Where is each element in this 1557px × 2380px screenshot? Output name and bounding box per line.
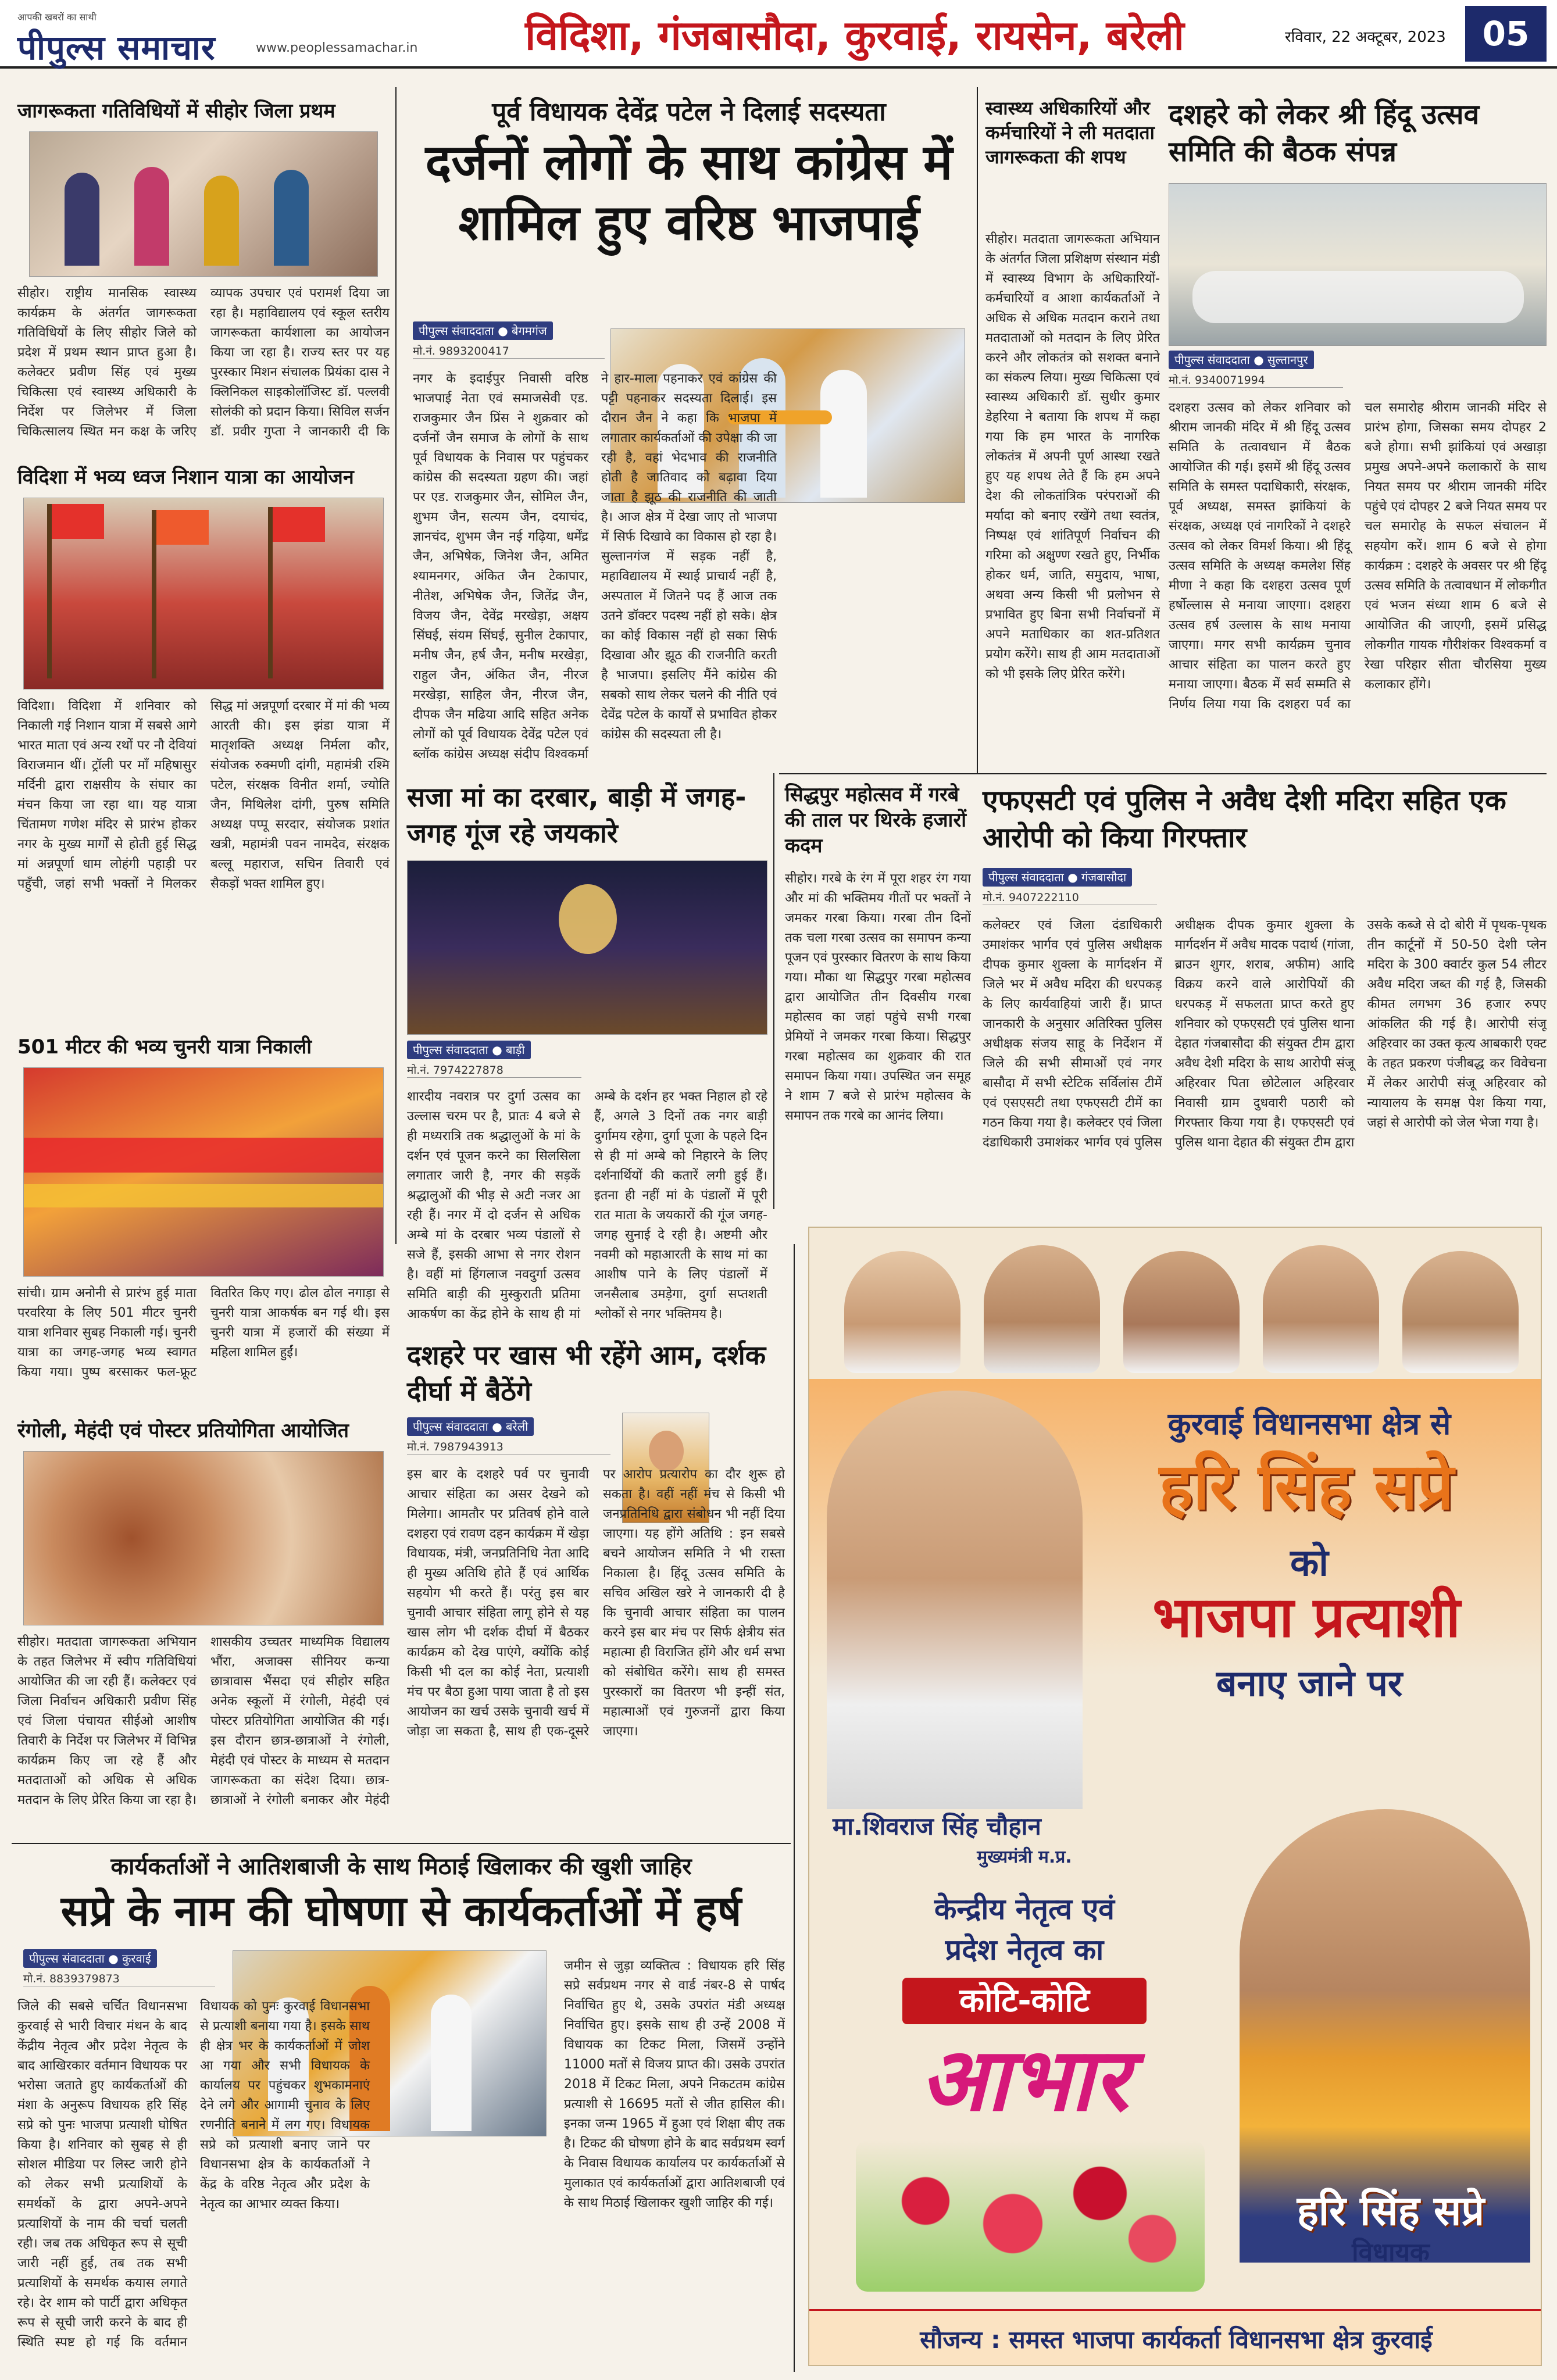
photo-mehndi-hands: [23, 1451, 384, 1625]
photo-award-ceremony: [29, 131, 378, 277]
story-body: शारदीय नवरात्र पर दुर्गा उत्सव का उल्लास चरम पर है, प्रातः 4 बजे से ही मध्यरात्रि तक श्रद्धालुओं के मां के दर्शन एवं पूजन करने का सिलसिला लगातार जारी है, नगर की सड़कें श्रद्धालुओं की भीड़ से अटी नजर आ रही हैं। नगर में दो दर्जन से अधिक अम्बे मां के दरबार भव्य पंडालों से सजे हैं, इसकी आभा से नगर रोशन है। वहीं मां हिंगलाज नवदुर्गा उत्सव समिति बाड़ी की मुस्कुराती प्रतिमा आकर्षण का केंद्र होने के साथ ही मां अम्बे के दर्शन हर भक्त निहाल हो रहे हैं, अगले 3 दिनों तक नगर बाड़ी दुर्गामय रहेगा, दुर्गा पूजा के पहले दिन से ही मां अम्बे को निहारने के लिए दर्शनार्थियों की कतारें लगी हुई हैं। इतना ही नहीं मां के पंडालों में पूरी रात माता के जयकारों की गूंज जगह-जगह सुनाई दे रही है। अष्टमी और नवमी को महाआरती के साथ मां का आशीष पाने के लिए पंडालों में जनसैलाब उमड़ेगा, दुर्गा सप्तशती श्लोकों से नगर भक्तिमय है।: [407, 1089, 767, 1321]
cm-title: मुख्यमंत्री म.प्र.: [977, 1847, 1072, 1867]
story-headline: सिद्धपुर महोत्सव में गरबे की ताल पर थिरके हजारों कदम: [785, 783, 967, 857]
newspaper-brand: [17, 10, 216, 69]
story-body: सीहोर। राष्ट्रीय मानसिक स्वास्थ्य कार्यक्रम के अंतर्गत जागरूकता गतिविधियों के लिए सीहोर जिले को प्रदेश में प्रथम स्थान प्राप्त हुआ है। कलेक्टर प्रवीण सिंह एवं मुख्य चिकित्सा एवं स्वास्थ्य अधिकारी के निर्देश पर जिलेभर में जिला चिकित्सालय स्थित मन कक्ष के जरिए व्यापक उपचार एवं परामर्श दिया जा रहा है। महाविद्यालय एवं स्कूल स्तरीय जागरूकता कार्यशाला का आयोजन किया जा रहा है। राज्य स्तर पर यह पुरस्कार मिशन संचालक प्रियंका दास ने क्लिनिकल साइकोलॉजिस्ट डॉ. पल्लवी सोलंकी को प्रदान किया। सिविल सर्जन डॉ. प्रवीर गुप्ता ने जानकारी दी कि: [17, 286, 390, 439]
leader-portrait: [1263, 1245, 1379, 1373]
ad-footer-credit: सौजन्य : समस्त भाजपा कार्यकर्ता विधानसभा क्षेत्र कुरवाई: [809, 2309, 1542, 2366]
story-body: सीहोर। गरबे के रंग में पूरा शहर रंग गया और मां की भक्तिमय गीतों पर भक्तों ने जमकर गरबा किया। गरबा तीन दिनों तक चला गरबा उत्सव का समापन कन्या पूजन एवं पुरस्कार वितरण के साथ किया गया। मौका था सिद्धपुर गरबा महोत्सव द्वारा आयोजित तीन दिवसीय गरबा महोत्सव का जहां पहुंचे सभी गरबा प्रेमियों ने जमकर गरबा किया। सिद्धपुर गरबा महोत्सव का शुक्रवार की रात समापन किया गया। उपस्थित जन समूह ने शाम 7 बजे से प्रारंभ महोत्सव के समापन तक गरबे का आनंद लिया।: [785, 871, 971, 1123]
story-headline: जागरूकता गतिविधियों में सीहोर जिला प्रथम: [17, 99, 335, 123]
story-utsav-meeting: [1169, 96, 1547, 776]
brand-name: पीपुल्स समाचार: [17, 28, 216, 67]
leaders-row: [821, 1239, 1530, 1379]
ad-line-state-leadership: प्रदेश नेतृत्व का: [945, 1933, 1104, 1967]
byline: पीपुल्स संवाददाता ● कुरवाई: [23, 1949, 157, 1968]
story-sapre-announcement: [17, 1852, 785, 2369]
ad-candidate-name: हरि सिंह सप्रे: [1159, 1449, 1454, 1524]
byline-block: [983, 869, 1157, 905]
page-number: 05: [1465, 6, 1547, 62]
story-congress-joining: [407, 96, 971, 776]
issue-date: रविवार, 22 अक्टूबर, 2023: [1285, 28, 1446, 46]
story-body: सीहोर। मतदाता जागरूकता अभियान के तहत जिलेभर में स्वीप गतिविधियां आयोजित की जा रही हैं। कलेक्टर एवं जिला निर्वाचन अधिकारी प्रवीण सिंह एवं जिला पंचायत सीईओ आशीष तिवारी के निर्देश पर जिलेभर में विभिन्न कार्यक्रम किए जा रहे हैं और मतदाताओं को अधिक से अधिक मतदान के लिए प्रेरित किया जा रहा है। शासकीय उच्चतर माध्यमिक विद्यालय भौंरा, अजाक्स सीनियर कन्या छात्रावास भैंसदा एवं सीहोर सहित अनेक स्कूलों में रंगोली, मेहंदी एवं पोस्टर प्रतियोगिता आयोजित की गई। इस दौरान छात्र-छात्राओं ने रंगोली, मेहंदी एवं पोस्टर के माध्यम से मतदान जागरूकता का संदेश दिया। छात्र-छात्राओं ने रंगोली बनाकर और मेहंदी: [17, 1635, 390, 1807]
story-body: सांची। ग्राम अनोनी से प्रारंभ हुई माता परवरिया के लिए 501 मीटर चुनरी यात्रा शनिवार सुबह निकाली गई। चुनरी यात्रा का जगह-जगह भव्य स्वागत किया गया। पुष्प बरसाकर फल-फ्रूट वितरित किए गए। ढोल ढोल नगाड़ा से चुनरी यात्रा आकर्षक बन गई थी। इस चुनरी यात्रा में हजारों की संख्या में महिला शामिल हुईं।: [17, 1286, 390, 1380]
ad-line-bjp-candidate: भाजपा प्रत्याशी: [1152, 1585, 1460, 1650]
reporter-mobile: मो.नं. 9340071994: [1169, 372, 1343, 388]
leader-portrait: [844, 1251, 960, 1373]
photo-flag-procession: [23, 498, 384, 689]
reporter-mobile: मो.नं. 8839379873: [23, 1971, 215, 1986]
leader-portrait: [984, 1245, 1100, 1373]
story-sidebar-profile: जमीन से जुड़ा व्यक्तित्व : विधायक हरि सिंह सप्रे सर्वप्रथम नगर से वार्ड नंबर-8 से पार्षद निर्वाचित हुए थे, उसके उपरांत मंडी अध्यक्ष निर्वाचित हुए। इसके साथ ही उन्हें 2008 में विधायक का टिकट मिला, जिसमें उन्होंने 11000 मतों से विजय प्राप्त की। उसके उपरांत 2018 में टिकट मिला, अपने निकटतम कांग्रेस प्रत्याशी से 16695 मतों से जीत हासिल की। इनका जन्म 1965 में हुआ एवं शिक्षा बीए तक है। टिकट की घोषणा होने के बाद सर्वप्रथम स्वर्ग के निवास विधायक कार्यालय पर कार्यकर्ताओं से मुलाकात एवं कार्यकर्ताओं द्वारा आतिशबाजी एवं के साथ मिठाई खिलाकर खुशी जाहिर की गई।: [564, 1959, 785, 2210]
leader-portrait: [1402, 1251, 1519, 1373]
story-body: सीहोर। मतदाता जागरूकता अभियान के अंतर्गत जिला प्रशिक्षण संस्थान मंडी में स्वास्थ्य विभाग के अधिकारियों-कर्मचारियों व आशा कार्यकर्ताओं ने अधिक से अधिक मतदान कराने तथा मतदाताओं को मतदान के लिए प्रेरित करने और लोकतंत्र को सशक्त बनाने का संकल्प लिया। मुख्य चिकित्सा एवं स्वास्थ्य अधिकारी डॉ. सुधीर कुमार डेहरिया ने बताया कि शपथ में कहा गया कि हम भारत के नागरिक लोकतंत्र में अपनी पूर्ण आस्था रखते हुए यह शपथ लेते हैं कि हम अपने देश की लोकतांत्रिक परंपराओं की मर्यादा को बनाए रखेंगे तथा स्वतंत्र, निष्पक्ष एवं शांतिपूर्ण निर्वाचन की गरिमा को अक्षुण्ण रखते हुए, निर्भीक होकर धर्म, जाति, समुदाय, भाषा, अथवा अन्य किसी भी प्रलोभन से प्रभावित हुए बिना सभी निर्वाचनों में अपने मताधिकार का शत-प्रतिशत प्रयोग करेंगे। साथ ही आम मतदाताओं को भी इसके लिए प्रेरित करेंगे।: [985, 232, 1160, 681]
ad-line-banaye: बनाए जाने पर: [1216, 1662, 1403, 1704]
story-body: जिले की सबसे चर्चित विधानसभा कुरवाई से भारी विचार मंथन के बाद केंद्रीय नेतृत्व और प्रदेश नेतृत्व के बाद आखिरकार वर्तमान विधायक पर भरोसा जताते हुए कार्यकर्ताओं की मंशा के अनुरूप विधायक हरि सिंह सप्रे को पुनः भाजपा प्रत्याशी घोषित किया है। शनिवार को सुबह से ही सोशल मीडिया पर लिस्ट जारी होने को लेकर सभी प्रत्याशियों के समर्थकों के द्वारा अपने-अपने प्रत्याशियों के नाम की चर्चा चलती रही। जब तक अधिकृत रूप से सूची जारी नहीं हुई, तब तक सभी प्रत्याशियों के समर्थक कयास लगाते रहे। देर शाम को पार्टी द्वारा अधिकृत रूप से सूची जारी करने के बाद ही स्थिति स्पष्ट हो गई कि वर्तमान विधायक को पुनः कुरवाई विधानसभा से प्रत्याशी बनाया गया है। इसके साथ ही क्षेत्र भर के कार्यकर्ताओं में जोश आ गया और सभी विधायक के कार्यालय पर पहुंचकर शुभकामनाएं देने लगे और आगामी चुनाव के लिए रणनीति बनाने में लग गए। विधायक सप्रे को प्रत्याशी बनाए जाने पर विधानसभा क्षेत्र के कार्यकर्ताओं ने केंद्र के वरिष्ठ नेतृत्व और प्रदेश के नेतृत्व का आभार व्यक्त किया।: [17, 1999, 370, 2350]
story-health-oath: [985, 96, 1160, 776]
story-headline: विदिशा में भव्य ध्वज निशान यात्रा का आयोजन: [17, 466, 354, 489]
story-badi-darbar: [407, 779, 767, 1321]
photo-committee-meeting: [1169, 183, 1547, 346]
byline-block: [23, 1950, 215, 1986]
section-rule: [779, 773, 1547, 774]
byline: पीपुल्स संवाददाता ● सुल्तानपुर: [1169, 351, 1314, 369]
story-headline: रंगोली, मेहंदी एवं पोस्टर प्रतियोगिता आयोजित: [17, 1419, 349, 1442]
rose-bouquet-image: [856, 2140, 1205, 2292]
byline-block: [407, 1418, 610, 1455]
story-body: कलेक्टर एवं जिला दंडाधिकारी उमाशंकर भार्गव एवं पुलिस अधीक्षक दीपक कुमार शुक्ला के मार्गदर्शन में जिले भर में अवैध मदिरा की धरपकड़ के लिए कार्यवाहियां जारी हैं। प्राप्त जानकारी के अनुसार अतिरिक्त पुलिस अधीक्षक संजय साहू के निर्देशन में जिले की सभी सीमाओं एवं नगर बासौदा में सभी स्टेटिक सर्विलांस टीमें एवं एसएसटी तथा एफएसटी टीमें का गठन किया गया है। कलेक्टर एवं जिला दंडाधिकारी उमाशंकर भार्गव एवं पुलिस अधीक्षक दीपक कुमार शुक्ला के मार्गदर्शन में अवैध मादक पदार्थ (गांजा, ब्राउन शुगर, शराब, अफीम) आदि विक्रय करने वाले आरोपियों की धरपकड़ में सफलता प्राप्त करते हुए शनिवार को एफएसटी एवं पुलिस थाना देहात गंजबासौदा की संयुक्त टीम द्वारा अवैध देशी मदिरा के साथ आरोपी संजू अहिरवार पिता छोटेलाल अहिरवार निवासी ग्राम दुधवारी पठारी को गिरफ्तार किया गया है। एफएसटी एवं पुलिस थाना देहात की संयुक्त टीम द्वारा उसके कब्जे से दो बोरी में पृथक-पृथक तीन कार्टूनों में 50-50 देशी प्लेन मदिरा के 300 क्वार्टर कुल 54 लीटर अवैध मदिरा जब्त की गई है, जिसकी कीमत लगभग 36 हजार रुपए आंकलित की गई है। आरोपी संजू अहिरवार का उक्त कृत्य आबकारी एक्ट के तहत प्रकरण पंजीबद्ध कर विवेचना में लेकर आरोपी संजू अहिरवार को न्यायालय के समक्ष पेश किया गया, जहां से आरोपी को जेल भेजा गया है।: [983, 918, 1547, 1150]
story-sehore-first: [17, 99, 390, 453]
column-rule: [395, 87, 397, 1244]
ad-line-leadership: केन्द्रीय नेतृत्व एवं: [934, 1892, 1115, 1926]
section-rule: [12, 1843, 791, 1844]
column-rule: [773, 773, 774, 1209]
leader-portrait: [1123, 1251, 1240, 1373]
mla-title: विधायक: [1352, 2238, 1430, 2267]
ad-line-abhar: आभार: [920, 2028, 1129, 2131]
byline: पीपुल्स संवाददाता ● बरेली: [407, 1417, 534, 1436]
story-kicker: पूर्व विधायक देवेंद्र पटेल ने दिलाई सदस्यता: [492, 97, 886, 127]
story-body: इस बार के दशहरे पर्व पर चुनावी आचार संहिता का असर देखने को मिलेगा। आमतौर पर प्रतिवर्ष होने वाले दशहरा एवं रावण दहन कार्यक्रम में खेड़ा विधायक, मंत्री, जनप्रतिनिधि नेता आदि ही मुख्य अतिथि होते हैं एवं आर्थिक सहयोग भी करते हैं। परंतु इस बार चुनावी आचार संहिता लागू होने से यह खास लोग भी दर्शक दीर्घा में बैठकर कार्यक्रम को देख पाएंगे, क्योंकि कोई किसी भी दल का कोई नेता, प्रत्याशी मंच पर बैठा हुआ पाया जाता है तो इस आयोजन का खर्च उसके चुनावी खर्च में जोड़ा जा सकता है, साथ ही एक-दूसरे पर आरोप प्रत्यारोप का दौर शुरू हो सकता है। वहीं नहीं मंच से किसी भी जनप्रतिनिधि द्वारा संबोधन भी नहीं दिया जाएगा। यह होंगे अतिथि : इन सबसे बचने आयोजन समिति ने भी रास्ता निकाला है। हिंदू उत्सव समिति के सचिव अखिल खरे ने जानकारी दी है कि चुनावी आचार संहिता का पालन करने इस बार मंच पर सिर्फ क्षेत्रीय संत महात्मा ही विराजित होंगे और धर्म सभा को संबोधित करेंगे। साथ ही समस्त पुरस्कारों का वितरण भी इन्हीं संत, महात्माओं एवं गुरुजनों द्वारा किया जाएगा।: [407, 1467, 785, 1739]
photo-night-devotees: [407, 860, 767, 1035]
story-headline: 501 मीटर की भव्य चुनरी यात्रा निकाली: [17, 1035, 312, 1059]
story-headline: स्वास्थ्य अधिकारियों और कर्मचारियों ने ली मतदाता जागरूकता की शपथ: [985, 97, 1155, 168]
ad-line-koti: कोटि-कोटि: [902, 1978, 1147, 2024]
byline: पीपुल्स संवाददाता ● बेगमगंज: [413, 321, 553, 340]
story-headline: दर्जनों लोगों के साथ कांग्रेस में शामिल हुए वरिष्ठ भाजपाई: [425, 134, 953, 251]
story-garba-festival: [785, 782, 971, 1218]
column-rule: [794, 1244, 795, 2372]
advertisement-bjp-candidate: [808, 1227, 1542, 2366]
story-body: दशहरा उत्सव को लेकर शनिवार को श्रीराम जानकी मंदिर में श्री हिंदू उत्सव समिति के तत्वावधान में बैठक आयोजित की गई। इसमें श्री हिंदू उत्सव समिति के समस्त पदाधिकारी, संरक्षक, पूर्व अध्यक्ष, समस्त झांकियां के संरक्षक, अध्यक्ष एवं नागरिकों ने दशहरे उत्सव को लेकर विमर्श किया। श्री हिंदू उत्सव समिति के अध्यक्ष कमलेश सिंह मीणा ने कहा कि दशहरा उत्सव पूर्ण हर्षोल्लास से मनाया जाएगा। दशहरा उत्सव हर्ष उल्लास के साथ मनाया जाएगा। मगर सभी कार्यक्रम चुनाव आचार संहिता का पालन करते हुए मनाया जाएगा। बैठक में सर्व सम्मति से निर्णय लिया गया कि दशहरा पर्व का चल समारोह श्रीराम जानकी मंदिर से प्रारंभ होगा, जिसका समय दोपहर 2 बजे होगा। सभी झांकियां एवं अखाड़ा प्रमुख अपने-अपने कलाकारों के साथ नियत समय पर श्रीराम जानकी मंदिर पहुंचे एवं दोपहर 2 बजे नियत समय पर चल समारोह के सफल संचालन में सहयोग करें। शाम 6 बजे से होगा कार्यक्रम : दशहरे के अवसर पर श्री हिंदू उत्सव समिति के तत्वावधान में लोकगीत एवं भजन संध्या शाम 6 बजे से आयोजित की जाएगी, इसमें प्रसिद्ध लोकगीत गायक गौरीशंकर विश्वकर्मा व रेखा परिहार सीता चौरसिया मुख्य कलाकार होंगे।: [1169, 401, 1547, 712]
byline-block: [407, 1042, 767, 1078]
reporter-mobile: मो.नं. 9407222110: [983, 889, 1157, 905]
cm-name: मा.शिवराज सिंह चौहान: [833, 1812, 1041, 1841]
cm-portrait: [827, 1391, 1083, 1809]
website-url[interactable]: www.peoplessamachar.in: [256, 41, 418, 55]
story-body: नगर के इदाईपुर निवासी वरिष्ठ भाजपाई नेता एवं समाजसेवी एड. राजकुमार जैन प्रिंस ने शुक्रवार को दर्जनों जैन समाज के लोगों के साथ पूर्व विधायक के निवास पर पहुंचकर कांग्रेस की सदस्यता ग्रहण की। जहां पर एड. राजकुमार जैन, सोमिल जैन, शुभम जैन, सत्यम जैन, दयाचंद, ज्ञानचंद, शुभम जैन नई गढ़िया, धर्मेंद्र जैन, अभिषेक, जिनेश जैन, अमित श्यामनगर, अंकित जैन टेकापार, नीतेश, अभिषेक जैन, जितेंद्र जैन, विजय जैन, देवेंद्र मरखेड़ा, अक्षय सिंघई, संयम सिंघई, सुनील टेकापार, मनीष जैन, हर्ष जैन, मनीष मरखेड़ा, राहुल जैन, अंकित जैन, नीरज मरखेड़ा, साहिल जैन, नीरज जैन, दीपक जैन मढिया आदि सहित अनेक लोगों को पूर्व विधायक देवेंद्र पटेल एवं ब्लॉक कांग्रेस अध्यक्ष संदीप विश्वकर्मा ने हार-माला पहनाकर एवं कांग्रेस की पट्टी पहनाकर सदस्यता दिलाई। इस दौरान जैन ने कहा कि भाजपा में लगातार कार्यकर्ताओं की उपेक्षा की जा रही है, वहां भेदभाव की राजनीति होती है जातिवाद को बढ़ावा दिया जाता है झूठ की राजनीति की जाती है। आज क्षेत्र में देखा जाए तो भाजपा में सिर्फ दिखावे का विकास हो रहा है। सुल्तानगंज में सड़क नहीं है, महाविद्यालय में स्थाई प्राचार्य नहीं है, अस्पताल में जितने पद हैं आज तक उतने डॉक्टर पदस्थ नहीं हो सके। क्षेत्र का कोई विकास नहीं हो सका सिर्फ दिखावा और झूठ की राजनीति करती है भाजपा। इसलिए मैंने कांग्रेस की सबको साथ लेकर चलने की नीति एवं देवेंद्र पटेल के कार्यों से प्रभावित होकर कांग्रेस की सदस्यता ली है।: [413, 371, 777, 762]
reporter-mobile: मो.नं. 9893200417: [413, 343, 605, 359]
column-rule: [977, 87, 978, 773]
byline: पीपुल्स संवाददाता ● गंजबासौदा: [983, 868, 1132, 887]
story-rangoli-competition: [17, 1418, 390, 1825]
byline-block: [413, 323, 605, 359]
story-liquor-seizure: [983, 782, 1547, 1218]
region-title: विदिशा, गंजबासौदा, कुरवाई, रायसेन, बरेली: [465, 9, 1244, 62]
story-chunri-yatra: [17, 1035, 390, 1418]
masthead: [0, 0, 1557, 69]
story-headline: दशहरे पर खास भी रहेंगे आम, दर्शक दीर्घा में बैठेंगे: [407, 1339, 766, 1407]
story-headline: एफएसटी एवं पुलिस ने अवैध देशी मदिरा सहित एक आरोपी को किया गिरफ्तार: [983, 784, 1506, 854]
story-headline: सजा मां का दरबार, बाड़ी में जगह-जगह गूंज रहे जयकारे: [407, 781, 747, 849]
mla-name: हरि सिंह सप्रे: [1297, 2187, 1485, 2235]
brand-tagline: आपकी खबरों का साथी: [17, 12, 97, 23]
ad-line-ko: को: [1290, 1542, 1329, 1585]
story-headline: सप्रे के नाम की घोषणा से कार्यकर्ताओं में हर्ष: [60, 1886, 742, 1935]
ad-line-constituency: कुरवाई विधानसभा क्षेत्र से: [1167, 1407, 1451, 1442]
reporter-mobile: मो.नं. 7987943913: [407, 1439, 610, 1455]
story-kicker: कार्यकर्ताओं ने आतिशबाजी के साथ मिठाई खिलाकर की खुशी जाहिर: [110, 1853, 692, 1880]
story-vidisha-yatra: [17, 465, 390, 1012]
story-dussehra-seating: [407, 1337, 785, 1849]
reporter-mobile: मो.नं. 7974227878: [407, 1062, 581, 1078]
byline: पीपुल्स संवाददाता ● बाड़ी: [407, 1041, 531, 1059]
byline-block: [1169, 352, 1343, 388]
photo-chunri-procession: [23, 1067, 384, 1277]
story-body: विदिशा। विदिशा में शनिवार को निकाली गई निशान यात्रा में सबसे आगे भारत माता एवं अन्य रथों पर नौ देवियां विराजमान थीं। ट्रॉली पर माँ महिषासुर मर्दिनी द्वारा राक्षसीय के संघार का मंचन किया जा रहा था। यह यात्रा चिंतामण गणेश मंदिर से प्रारंभ होकर नगर के मुख्य मार्गों से होती हुई सिद्ध मां अन्नपूर्णा धाम लोहंगी पहाड़ी पर पहुँची, जहां सभी भक्तों ने मिलकर सिद्ध मां अन्नपूर्णा दरबार में मां की भव्य आरती की। इस झंडा यात्रा में मातृशक्ति अध्यक्ष निर्मला कौर, संयोजक रुक्मणी दांगी, महामंत्री रश्मि पटेल, संरक्षक विनीत शर्मा, ज्योति जैन, मिथिलेश दांगी, पुरुष समिति अध्यक्ष पप्पू सरदार, संयोजक प्रशांत खत्री, महामंत्री पवन नामदेव, संरक्षक बल्लू महाराज, सचिन तिवारी एवं सैकड़ों भक्त शामिल हुए।: [17, 699, 390, 891]
story-headline: दशहरे को लेकर श्री हिंदू उत्सव समिति की बैठक संपन्न: [1169, 98, 1480, 168]
